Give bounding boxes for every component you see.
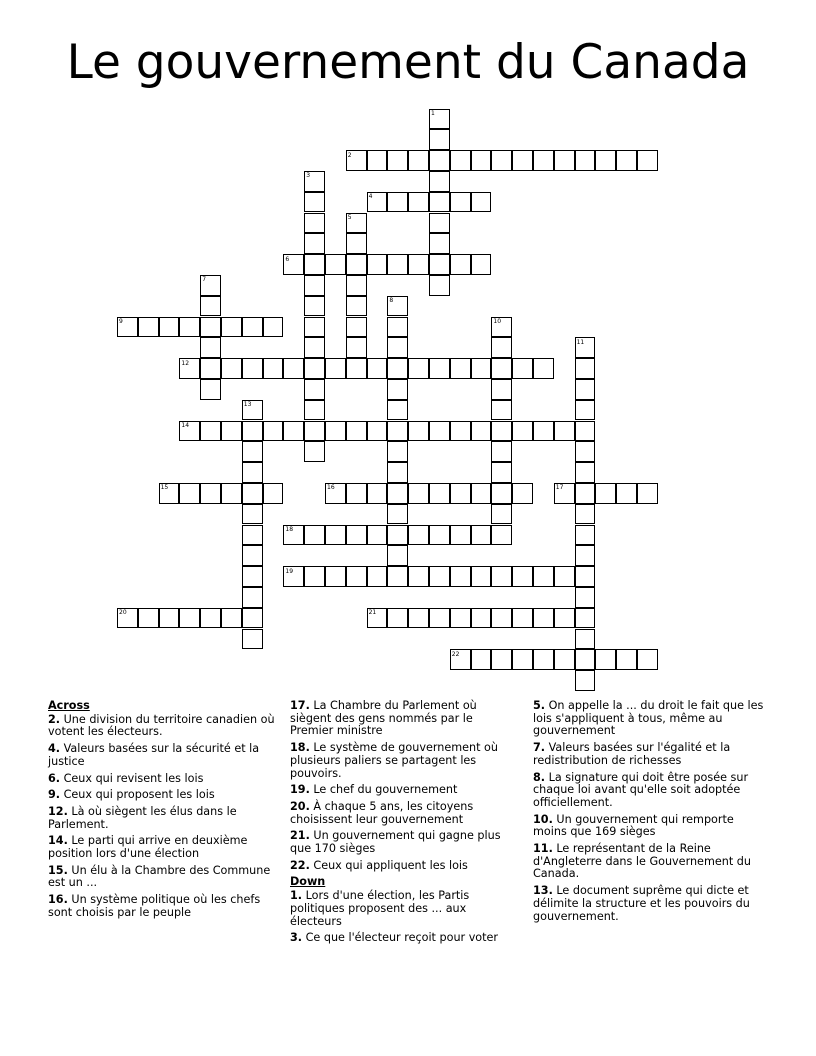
grid-cell[interactable] (575, 545, 596, 566)
grid-cell[interactable] (491, 317, 512, 338)
clue-number-label: 22 (451, 650, 460, 658)
grid-cell[interactable] (450, 254, 471, 275)
grid-cell[interactable] (304, 337, 325, 358)
grid-cell[interactable] (200, 275, 221, 296)
grid-cell[interactable] (429, 171, 450, 192)
grid-cell[interactable] (512, 150, 533, 171)
clue-across-18: 18. Le système de gouvernement où plusieurs paliers se partagent les pouvoirs. (290, 741, 498, 780)
grid-cell[interactable] (283, 254, 304, 275)
grid-cell[interactable] (367, 421, 388, 442)
grid-cell[interactable] (367, 608, 388, 629)
clue-number-label: 6 (285, 255, 290, 263)
clue-down-8: 8. La signature qui doit être posée sur chaque loi avant qu'elle soit adoptée officiellement. (533, 770, 749, 809)
grid-cell[interactable] (283, 566, 304, 587)
grid-cell[interactable] (616, 150, 637, 171)
grid-cell[interactable] (450, 192, 471, 213)
grid-cell[interactable] (367, 254, 388, 275)
grid-cell[interactable] (408, 483, 429, 504)
grid-cell[interactable] (179, 608, 200, 629)
grid-cell[interactable] (346, 150, 367, 171)
clue-number-label: 3 (306, 172, 311, 180)
grid-cell[interactable] (283, 358, 304, 379)
grid-cell[interactable] (304, 317, 325, 338)
grid-cell[interactable] (575, 670, 596, 691)
clue-number-label: 15 (160, 484, 169, 492)
grid-cell[interactable] (138, 317, 159, 338)
grid-cell[interactable] (263, 358, 284, 379)
grid-cell[interactable] (179, 317, 200, 338)
grid-cell[interactable] (242, 608, 263, 629)
grid-cell[interactable] (242, 358, 263, 379)
grid-cell[interactable] (263, 421, 284, 442)
clue-number-label: 17 (555, 484, 564, 492)
grid-cell[interactable] (242, 525, 263, 546)
grid-cell[interactable] (491, 400, 512, 421)
grid-cell[interactable] (367, 566, 388, 587)
grid-cell[interactable] (346, 525, 367, 546)
grid-cell[interactable] (408, 525, 429, 546)
grid-cell[interactable] (346, 296, 367, 317)
grid-cell[interactable] (491, 358, 512, 379)
clue-number-label: 19 (285, 567, 294, 575)
grid-cell[interactable] (325, 358, 346, 379)
grid-cell[interactable] (283, 421, 304, 442)
grid-cell[interactable] (491, 525, 512, 546)
grid-cell[interactable] (325, 525, 346, 546)
clue-number-label: 8 (389, 297, 394, 305)
grid-cell[interactable] (491, 337, 512, 358)
grid-cell[interactable] (387, 254, 408, 275)
clue-across-20: 20. À chaque 5 ans, les citoyens choisissent leur gouvernement (290, 799, 474, 826)
grid-cell[interactable] (491, 649, 512, 670)
clue-number-label: 13 (243, 401, 252, 409)
clue-number-label: 9 (119, 318, 123, 325)
grid-cell[interactable] (242, 566, 263, 587)
grid-cell[interactable] (512, 566, 533, 587)
clue-across-4: 4. Valeurs basées sur la sécurité et la justice (48, 742, 260, 768)
clues-column-1 (48, 700, 276, 924)
grid-cell[interactable] (200, 608, 221, 629)
grid-cell[interactable] (471, 483, 492, 504)
grid-cell[interactable] (575, 421, 596, 442)
grid-cell[interactable] (533, 608, 554, 629)
grid-cell[interactable] (491, 421, 512, 442)
grid-cell[interactable] (138, 608, 159, 629)
grid-cell[interactable] (429, 275, 450, 296)
clue-number-label: 7 (202, 276, 207, 284)
grid-cell[interactable] (408, 254, 429, 275)
clue-down-13: 13. Le document suprême qui dicte et délimite la structure et les pouvoirs du gouvernement. (533, 884, 750, 923)
grid-cell[interactable] (387, 608, 408, 629)
grid-cell[interactable] (429, 421, 450, 442)
grid-cell[interactable] (179, 358, 200, 379)
clue-across-14: 14. Le parti qui arrive en deuxième position lors d'une élection (48, 834, 248, 861)
clue-down-7: 7. Valeurs basées sur l'égalité et la redistribution de richesses (533, 741, 731, 767)
grid-cell[interactable] (200, 296, 221, 317)
grid-cell[interactable] (429, 525, 450, 546)
grid-cell[interactable] (595, 649, 616, 670)
clue-across-15: 15. Un élu à la Chambre des Commune est un ... (48, 863, 271, 890)
grid-cell[interactable] (346, 358, 367, 379)
clue-across-9: 9. Ceux qui proposent les lois (48, 788, 215, 802)
grid-cell[interactable] (575, 379, 596, 400)
grid-cell[interactable] (575, 441, 596, 462)
grid-cell[interactable] (346, 483, 367, 504)
clue-number-label: 12 (181, 359, 190, 367)
grid-cell[interactable] (637, 483, 658, 504)
grid-cell[interactable] (554, 649, 575, 670)
grid-cell[interactable] (408, 358, 429, 379)
grid-cell[interactable] (429, 129, 450, 150)
grid-cell[interactable] (387, 441, 408, 462)
grid-cell[interactable] (575, 525, 596, 546)
grid-cell[interactable] (367, 150, 388, 171)
grid-cell[interactable] (242, 441, 263, 462)
clue-number-label: 16 (327, 484, 335, 492)
grid-cell[interactable] (554, 608, 575, 629)
grid-cell[interactable] (242, 483, 263, 504)
grid-cell[interactable] (491, 566, 512, 587)
grid-cell[interactable] (159, 317, 180, 338)
clue-across-16: 16. Un système politique où les chefs sont choisis par le peuple (48, 893, 261, 919)
clue-across-19: 19. Le chef du gouvernement (290, 783, 458, 797)
grid-cell[interactable] (387, 337, 408, 358)
grid-cell[interactable] (471, 150, 492, 171)
grid-cell[interactable] (450, 649, 471, 670)
grid-cell[interactable] (304, 421, 325, 442)
clue-down-3: 3. Ce que l'électeur reçoit pour voter (290, 931, 499, 945)
grid-cell[interactable] (304, 275, 325, 296)
grid-cell[interactable] (304, 233, 325, 254)
grid-cell[interactable] (616, 483, 637, 504)
grid-cell[interactable] (471, 525, 492, 546)
clue-across-22: 22. Ceux qui appliquent les lois (290, 858, 468, 872)
grid-cell[interactable] (221, 608, 242, 629)
grid-cell[interactable] (221, 421, 242, 442)
clue-number-label: 20 (119, 609, 127, 617)
grid-cell[interactable] (387, 400, 408, 421)
grid-cell[interactable] (575, 337, 596, 358)
grid-cell[interactable] (387, 566, 408, 587)
grid-cell[interactable] (242, 421, 263, 442)
grid-cell[interactable] (387, 525, 408, 546)
grid-cell[interactable] (471, 192, 492, 213)
grid-cell[interactable] (450, 566, 471, 587)
grid-cell[interactable] (450, 150, 471, 171)
grid-cell[interactable] (304, 358, 325, 379)
grid-cell[interactable] (575, 649, 596, 670)
grid-cell[interactable] (263, 483, 284, 504)
grid-cell[interactable] (512, 358, 533, 379)
grid-cell[interactable] (263, 317, 284, 338)
clue-down-10: 10. Un gouvernement qui remporte moins que 169 sièges (533, 812, 734, 839)
grid-cell[interactable] (450, 525, 471, 546)
grid-cell[interactable] (533, 358, 554, 379)
grid-cell[interactable] (242, 545, 263, 566)
grid-cell[interactable] (575, 462, 596, 483)
grid-cell[interactable] (471, 254, 492, 275)
grid-cell[interactable] (387, 462, 408, 483)
grid-cell[interactable] (200, 421, 221, 442)
grid-cell[interactable] (346, 337, 367, 358)
grid-cell[interactable] (304, 296, 325, 317)
grid-cell[interactable] (637, 649, 658, 670)
grid-cell[interactable] (429, 483, 450, 504)
grid-cell[interactable] (471, 649, 492, 670)
grid-cell[interactable] (491, 504, 512, 525)
grid-cell[interactable] (387, 421, 408, 442)
grid-cell[interactable] (325, 254, 346, 275)
grid-cell[interactable] (429, 213, 450, 234)
grid-cell[interactable] (575, 483, 596, 504)
grid-cell[interactable] (512, 608, 533, 629)
grid-cell[interactable] (408, 150, 429, 171)
grid-cell[interactable] (616, 649, 637, 670)
grid-cell[interactable] (200, 358, 221, 379)
grid-cell[interactable] (491, 379, 512, 400)
clues-column-3 (533, 700, 768, 927)
grid-cell[interactable] (554, 483, 575, 504)
clue-across-17: 17. La Chambre du Parlement où siègent des gens nommés par le Premier ministre (290, 699, 477, 738)
grid-cell[interactable] (200, 337, 221, 358)
grid-cell[interactable] (491, 462, 512, 483)
grid-cell[interactable] (575, 608, 596, 629)
page-title: Le gouvernement du Canada (66, 35, 750, 90)
grid-cell[interactable] (595, 150, 616, 171)
grid-cell[interactable] (554, 421, 575, 442)
clue-down-11: 11. Le représentant de la Reine d'Angleterre dans le Gouvernement du Canada. (533, 842, 751, 881)
grid-cell[interactable] (179, 483, 200, 504)
grid-cell[interactable] (429, 254, 450, 275)
grid-cell[interactable] (429, 233, 450, 254)
clues-column-2 (290, 700, 518, 949)
grid-cell[interactable] (491, 150, 512, 171)
grid-cell[interactable] (575, 150, 596, 171)
grid-cell[interactable] (491, 483, 512, 504)
clue-across-12: 12. Là où siègent les élus dans le Parlement. (48, 804, 237, 831)
clue-number-label: 10 (493, 318, 502, 325)
grid-cell[interactable] (429, 358, 450, 379)
grid-cell[interactable] (242, 400, 263, 421)
grid-cell[interactable] (512, 483, 533, 504)
grid-cell[interactable] (367, 192, 388, 213)
grid-cell[interactable] (387, 504, 408, 525)
grid-cell[interactable] (429, 608, 450, 629)
grid-cell[interactable] (159, 608, 180, 629)
grid-cell[interactable] (554, 150, 575, 171)
grid-cell[interactable] (117, 608, 138, 629)
clue-number-label: 4 (368, 193, 373, 201)
grid-cell[interactable] (387, 379, 408, 400)
grid-cell[interactable] (117, 317, 138, 338)
grid-cell[interactable] (200, 379, 221, 400)
grid-cell[interactable] (179, 421, 200, 442)
clue-number-label: 18 (285, 526, 294, 533)
grid-cell[interactable] (325, 483, 346, 504)
grid-cell[interactable] (408, 192, 429, 213)
grid-cell[interactable] (304, 379, 325, 400)
grid-cell[interactable] (346, 233, 367, 254)
grid-cell[interactable] (575, 504, 596, 525)
grid-cell[interactable] (346, 213, 367, 234)
grid-cell[interactable] (242, 629, 263, 650)
grid-cell[interactable] (283, 525, 304, 546)
grid-cell[interactable] (304, 441, 325, 462)
grid-cell[interactable] (242, 504, 263, 525)
grid-cell[interactable] (387, 483, 408, 504)
grid-cell[interactable] (429, 192, 450, 213)
grid-cell[interactable] (533, 150, 554, 171)
grid-cell[interactable] (471, 566, 492, 587)
grid-cell[interactable] (367, 483, 388, 504)
grid-cell[interactable] (304, 192, 325, 213)
down-heading: Down (290, 875, 326, 889)
grid-cell[interactable] (450, 421, 471, 442)
grid-cell[interactable] (637, 150, 658, 171)
clue-across-2: 2. Une division du territoire canadien où votent les électeurs. (48, 712, 275, 739)
grid-cell[interactable] (325, 421, 346, 442)
grid-cell[interactable] (387, 545, 408, 566)
grid-cell[interactable] (554, 566, 575, 587)
grid-cell[interactable] (575, 566, 596, 587)
clue-number-label: 1 (431, 110, 435, 117)
across-heading: Across (48, 699, 90, 712)
grid-cell[interactable] (408, 421, 429, 442)
clue-number-label: 2 (347, 151, 352, 159)
grid-cell[interactable] (304, 525, 325, 546)
grid-cell[interactable] (387, 150, 408, 171)
grid-cell[interactable] (408, 566, 429, 587)
grid-cell[interactable] (304, 213, 325, 234)
clue-across-6: 6. Ceux qui revisent les lois (48, 771, 204, 785)
grid-cell[interactable] (200, 483, 221, 504)
grid-cell[interactable] (242, 587, 263, 608)
grid-cell[interactable] (533, 649, 554, 670)
grid-cell[interactable] (387, 296, 408, 317)
grid-cell[interactable] (575, 358, 596, 379)
clue-number-label: 11 (576, 338, 585, 346)
grid-cell[interactable] (429, 109, 450, 130)
grid-cell[interactable] (346, 566, 367, 587)
grid-cell[interactable] (450, 608, 471, 629)
grid-cell[interactable] (325, 566, 346, 587)
grid-cell[interactable] (450, 358, 471, 379)
grid-cell[interactable] (429, 566, 450, 587)
grid-cell[interactable] (595, 483, 616, 504)
grid-cell[interactable] (387, 317, 408, 338)
clue-number-label: 21 (368, 609, 377, 617)
grid-cell[interactable] (221, 358, 242, 379)
grid-cell[interactable] (346, 254, 367, 275)
grid-cell[interactable] (491, 441, 512, 462)
grid-cell[interactable] (387, 358, 408, 379)
grid-cell[interactable] (200, 317, 221, 338)
grid-cell[interactable] (304, 400, 325, 421)
grid-cell[interactable] (242, 462, 263, 483)
clue-down-5: 5. On appelle la ... du droit le fait que les lois s'appliquent à tous, même au gouvernement (533, 699, 764, 738)
grid-cell[interactable] (471, 421, 492, 442)
grid-cell[interactable] (575, 629, 596, 650)
grid-cell[interactable] (575, 587, 596, 608)
grid-cell[interactable] (242, 317, 263, 338)
grid-cell[interactable] (471, 608, 492, 629)
grid-cell[interactable] (533, 421, 554, 442)
grid-cell[interactable] (346, 275, 367, 296)
grid-cell[interactable] (367, 358, 388, 379)
grid-cell[interactable] (450, 483, 471, 504)
grid-cell[interactable] (221, 483, 242, 504)
grid-cell[interactable] (304, 566, 325, 587)
clue-down-1: 1. Lors d'une élection, les Partis politiques proposent des ... aux électeurs (290, 889, 470, 928)
grid-cell[interactable] (387, 192, 408, 213)
grid-cell[interactable] (512, 421, 533, 442)
clue-number-label: 5 (347, 214, 352, 221)
grid-cell[interactable] (304, 171, 325, 192)
grid-cell[interactable] (491, 608, 512, 629)
grid-cell[interactable] (159, 483, 180, 504)
grid-cell[interactable] (429, 150, 450, 171)
grid-cell[interactable] (533, 566, 554, 587)
grid-cell[interactable] (346, 317, 367, 338)
grid-cell[interactable] (346, 421, 367, 442)
grid-cell[interactable] (471, 358, 492, 379)
clue-number-label: 14 (181, 422, 190, 429)
grid-cell[interactable] (575, 400, 596, 421)
grid-cell[interactable] (408, 608, 429, 629)
clue-across-21: 21. Un gouvernement qui gagne plus que 170 sièges (290, 829, 501, 856)
grid-cell[interactable] (304, 254, 325, 275)
grid-cell[interactable] (221, 317, 242, 338)
grid-cell[interactable] (367, 525, 388, 546)
grid-cell[interactable] (512, 649, 533, 670)
